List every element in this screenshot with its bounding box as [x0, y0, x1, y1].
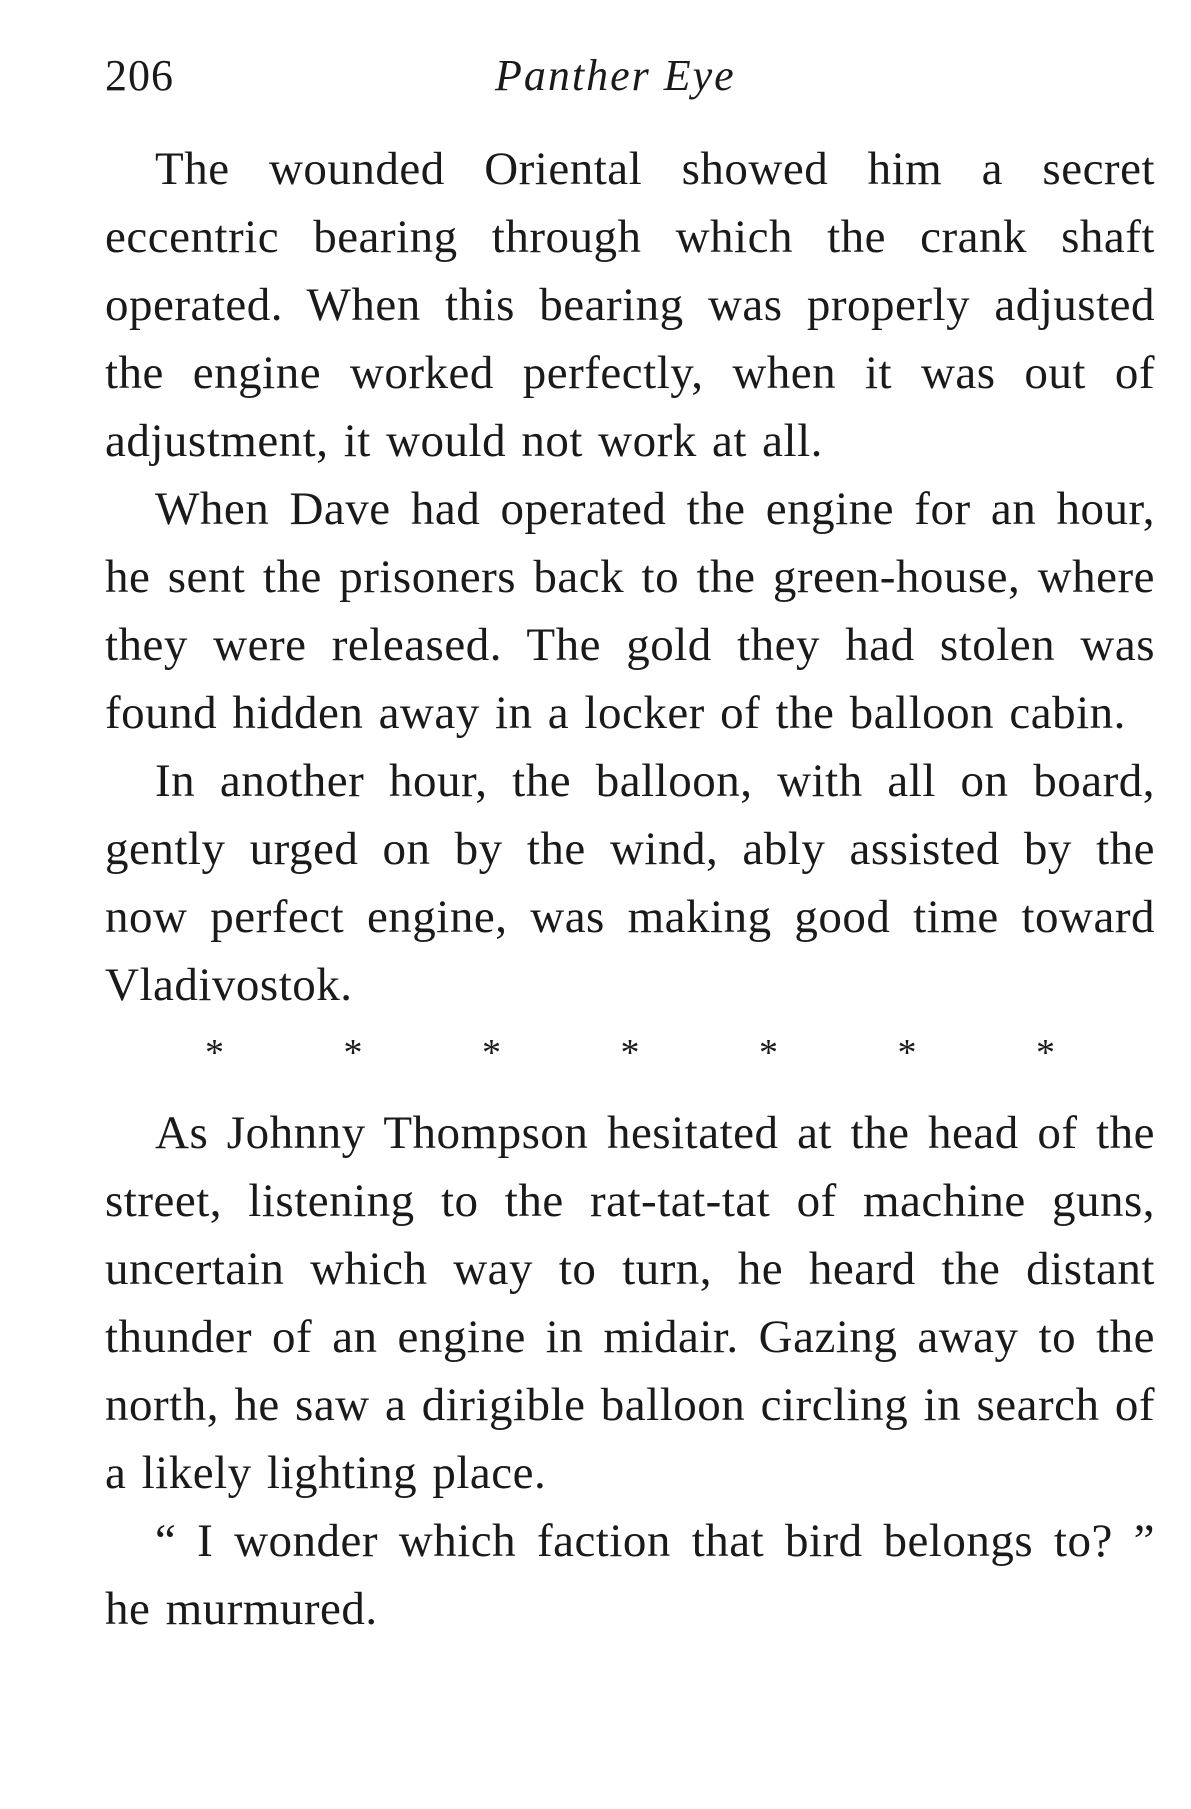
- section-break-asterisk: *: [759, 1032, 778, 1074]
- body-text: [105, 135, 1155, 1643]
- section-break-asterisk: *: [897, 1032, 917, 1074]
- page-number: 206: [105, 51, 174, 100]
- section-break-asterisk: *: [482, 1032, 501, 1074]
- paragraph: The wounded Oriental showed him a secret eccentric bearing through which the crank shaft operated. When this bearing was properly adjusted the engine worked perfectly, when it was out of adjustment, it would not work at all.: [105, 143, 1155, 467]
- section-break: [205, 1025, 1055, 1081]
- page-header: [105, 46, 1155, 106]
- running-title: Panther Eye: [495, 51, 736, 100]
- paragraph: When Dave had operated the engine for an hour, he sent the prisoners back to the green-house, where they were released. The gold they had stolen was found hidden away in a locker of the balloon cabin.: [105, 483, 1155, 739]
- paragraph: In another hour, the balloon, with all on board, gently urged on by the wind, ably assisted by the now perfect engine, was making good time toward Vladivostok.: [105, 755, 1155, 1011]
- section-break-asterisk: *: [343, 1032, 363, 1074]
- paragraph: “ I wonder which faction that bird belongs to? ” he murmured.: [105, 1515, 1155, 1635]
- section-break-asterisk: *: [205, 1032, 224, 1074]
- paragraph: As Johnny Thompson hesitated at the head of the street, listening to the rat-tat-tat of machine guns, uncertain which way to turn, he heard the distant thunder of an engine in midair. Gazing away to the north, he saw a dirigible balloon circling in search of a likely lighting place.: [105, 1107, 1155, 1499]
- section-break-asterisk: *: [620, 1032, 640, 1074]
- section-break-asterisk: *: [1036, 1032, 1055, 1074]
